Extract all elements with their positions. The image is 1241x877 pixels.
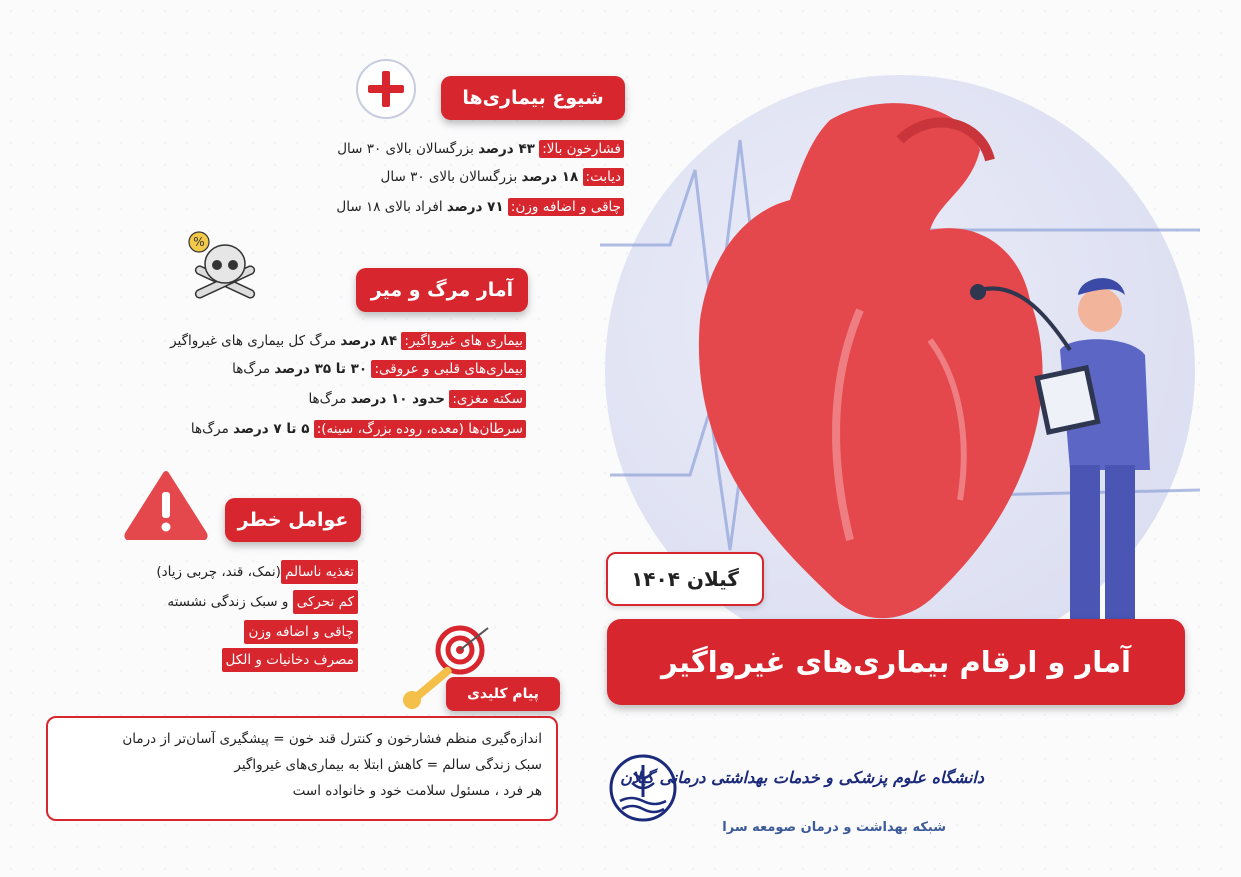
prevalence-item: دیابت: ۱۸ درصد بزرگسالان بالای ۳۰ سال (381, 166, 624, 188)
mortality-title: آمار مرگ و میر (356, 268, 528, 312)
prevalence-item: فشارخون بالا: ۴۳ درصد بزرگسالان بالای ۳۰ سال (337, 138, 624, 160)
key-line: هر فرد ، مسئول سلامت خود و خانواده است (292, 783, 542, 799)
risk-title: عوامل خطر (225, 498, 361, 542)
mortality-item: بیماری های غیرواگیر: ۸۴ درصد مرگ کل بیماری های غیرواگیر (170, 330, 526, 352)
prevalence-title: شیوع بیماری‌ها (441, 76, 625, 120)
mortality-item: بیماری‌های قلبی و عروقی: ۳۰ تا ۳۵ درصد مرگ‌ها (232, 358, 526, 380)
network-name: شبکه بهداشت و درمان صومعه سرا (722, 820, 946, 835)
risk-item: مصرف دخانیات و الکل (222, 648, 358, 672)
location-badge: گیلان ۱۴۰۴ (606, 552, 764, 606)
university-name: دانشگاه علوم پزشکی و خدمات بهداشتی درمانی گیلان (620, 768, 984, 787)
plus-icon (355, 58, 417, 120)
key-line: سبک زندگی سالم = کاهش ابتلا به بیماری‌های غیرواگیر (234, 757, 542, 773)
university-logo (608, 753, 678, 823)
key-line: اندازه‌گیری منظم فشارخون و کنترل قند خون = پیشگیری آسان‌تر از درمان (122, 731, 542, 747)
svg-text:%: % (193, 235, 205, 249)
skull-icon (185, 228, 265, 308)
risk-item: چاقی و اضافه وزن (244, 620, 358, 644)
risk-item: تغذیه ناسالم(نمک، قند، چربی زیاد) (156, 560, 358, 584)
key-title: پیام کلیدی (446, 677, 560, 711)
key-message-box (46, 716, 558, 821)
warning-icon (124, 470, 208, 540)
mortality-item: سرطان‌ها (معده، روده بزرگ، سینه): ۵ تا ۷ درصد مرگ‌ها (191, 418, 526, 440)
risk-item: کم تحرکی و سبک زندگی نشسته (167, 590, 358, 614)
main-title: آمار و ارقام بیماری‌های غیرواگیر (607, 619, 1185, 705)
mortality-item: سکته مغزی: حدود ۱۰ درصد مرگ‌ها (308, 388, 526, 410)
prevalence-item: چاقی و اضافه وزن: ۷۱ درصد افراد بالای ۱۸ سال (336, 196, 624, 218)
